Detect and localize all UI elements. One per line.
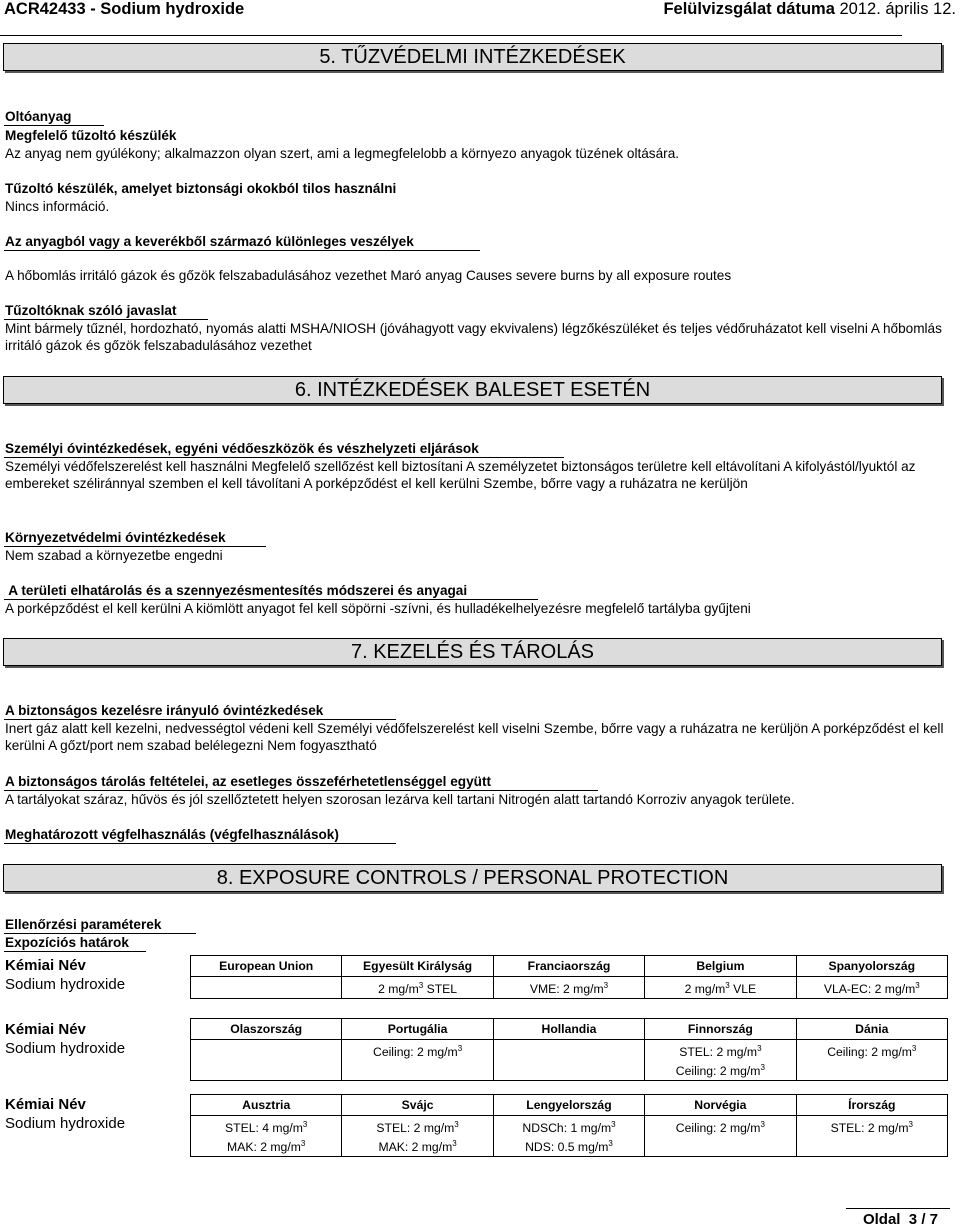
- section-6-banner: 6. INTÉZKEDÉSEK BALESET ESETÉN: [3, 376, 942, 404]
- environmental-precautions-heading: Környezetvédelmi óvintézkedések: [5, 530, 226, 545]
- limit-cell: 2 $mg/m^3$ VLE: [645, 977, 796, 999]
- limit-cell: 2 $mg/m^3$ STEL: [342, 977, 493, 999]
- environmental-precautions-text: Nem szabad a környezetbe engedni: [5, 548, 223, 563]
- country-header: Olaszország: [191, 1019, 342, 1040]
- country-header: Norvégia: [645, 1095, 796, 1116]
- extinguishing-media-heading: Oltóanyag: [5, 109, 72, 124]
- limit-cell: STEL: 2 $mg/m^3$ Ceiling: 2 $mg/m^3$: [645, 1040, 796, 1081]
- limit-cell: STEL: 4 $mg/m^3$ MAK: 2 $mg/m^3$: [191, 1116, 342, 1157]
- suitable-media-text: Az anyag nem gyúlékony; alkalmazzon olyan szert, ami a legmegfelelobb a környezo anyagok tüzének oltására.: [5, 146, 680, 161]
- page-number: Oldal 3 / 7: [862, 1211, 938, 1228]
- exposure-table-2: [190, 1018, 948, 1081]
- country-header: Spanyolország: [796, 956, 947, 977]
- country-header: Franciaország: [493, 956, 644, 977]
- heading-underline: [4, 250, 480, 251]
- limit-cell: NDSCh: 1 $mg/m^3$ NDS: 0.5 $mg/m^3$: [493, 1116, 644, 1157]
- section-7-banner: 7. KEZELÉS ÉS TÁROLÁS: [3, 638, 942, 666]
- containment-text: A porképződést el kell kerülni A kiömlött anyagot fel kell söpörni -szívni, és hulladékelhelyezésre megfelelő tartályba gyűjteni: [5, 601, 751, 616]
- country-header: Lengyelország: [493, 1095, 644, 1116]
- limit-cell: Ceiling: 2 $mg/m^3$: [342, 1040, 493, 1081]
- chemical-name-label: Kémiai Név: [5, 1096, 86, 1113]
- safe-storage-heading: A biztonságos tárolás feltételei, az esetleges összeférhetetlenséggel együtt: [5, 774, 492, 789]
- containment-heading: A területi elhatárolás és a szennyezésmentesítés módszerei és anyagai: [5, 583, 468, 598]
- limit-cell: [191, 1040, 342, 1081]
- exposure-table-3: [190, 1094, 948, 1157]
- suitable-media-heading: Megfelelő tűzoltó készülék: [5, 128, 177, 143]
- unsuitable-media-text: Nincs információ.: [5, 199, 110, 214]
- section-8-banner: 8. EXPOSURE CONTROLS / PERSONAL PROTECTION: [3, 864, 942, 892]
- country-header: Hollandia: [493, 1019, 644, 1040]
- chemical-name-value: Sodium hydroxide: [5, 1115, 126, 1132]
- limit-cell: [493, 1040, 644, 1081]
- safe-storage-text: A tartályokat száraz, hűvös és jól szellőztetett helyen szorosan lezárva kell tartani Nitrogén alatt tartandó Korroziv anyagok területe.: [5, 792, 795, 807]
- heading-underline: [4, 843, 396, 844]
- limit-cell: STEL: 2 $mg/m^3$ MAK: 2 $mg/m^3$: [342, 1116, 493, 1157]
- section-5-banner: 5. TŰZVÉDELMI INTÉZKEDÉSEK: [3, 43, 942, 71]
- exposure-limits-heading: Expozíciós határok: [5, 935, 129, 950]
- chemical-name-value: Sodium hydroxide: [5, 976, 126, 993]
- personal-precautions-text: Személyi védőfelszerelést kell használni Megfelelő szellőzést kell biztosítani A személyzetet biztonságos területre kell eltávolítani A kifolyástól/lyuktól az embereket széliránnyal szemben el kell távolítani A porképződést el kell kerülni Szembe, bőrre vagy a ruházatra ne kerüljön: [5, 459, 916, 491]
- limit-cell: Ceiling: 2 $mg/m^3$: [645, 1116, 796, 1157]
- heading-underline: [4, 951, 146, 952]
- limit-cell: VME: 2 $mg/m^3$: [493, 977, 644, 999]
- end-use-heading: Meghatározott végfelhasználás (végfelhasználások): [5, 827, 339, 842]
- chemical-name-value: Sodium hydroxide: [5, 1040, 126, 1057]
- exposure-table-1: [190, 955, 948, 999]
- country-header: Egyesült Királyság: [342, 956, 493, 977]
- revision-label: Felülvizsgálat dátuma: [663, 0, 835, 18]
- limit-cell: STEL: 2 $mg/m^3$: [796, 1116, 947, 1157]
- country-header: Ausztria: [191, 1095, 342, 1116]
- firefighter-advice-heading: Tűzoltóknak szóló javaslat: [5, 303, 177, 318]
- heading-underline: [4, 125, 104, 126]
- chemical-name-label: Kémiai Név: [5, 957, 86, 974]
- country-header: Svájc: [342, 1095, 493, 1116]
- footer-rule: [846, 1208, 950, 1209]
- country-header: Dánia: [796, 1019, 947, 1040]
- country-header: Írország: [796, 1095, 947, 1116]
- special-hazards-heading: Az anyagból vagy a keverékből származó különleges veszélyek: [5, 234, 414, 249]
- safe-handling-heading: A biztonságos kezelésre irányuló óvintézkedések: [5, 703, 324, 718]
- firefighter-advice-text: Mint bármely tűznél, hordozható, nyomás alatti MSHA/NIOSH (jóváhagyott vagy ekvivalens) légzőkészüléket és teljes védőruházatot kell viselni A hőbomlás irritáló gázok és gőzök felszabadulásához vezethet: [5, 321, 942, 353]
- heading-underline: [4, 933, 196, 934]
- chemical-name-label: Kémiai Név: [5, 1021, 86, 1038]
- safe-handling-text: Inert gáz alatt kell kezelni, nedvességtol védeni kell Személyi védőfelszerelést kell viselni Szembe, bőrre vagy a ruházatra ne kerüljön A porképződést el kell kerülni A gőzt/port nem szabad belélegezni Nem fogyasztható: [5, 721, 944, 753]
- control-parameters-heading: Ellenőrzési paraméterek: [5, 917, 162, 932]
- limit-cell: VLA-EC: 2 $mg/m^3$: [796, 977, 947, 999]
- revision-info: [663, 0, 956, 19]
- special-hazards-text: A hőbomlás irritáló gázok és gőzök felszabadulásához vezethet Maró anyag Causes severe burns by all exposure routes: [5, 268, 732, 283]
- revision-date: 2012. április 12.: [839, 0, 956, 18]
- limit-cell: Ceiling: 2 $mg/m^3$: [796, 1040, 947, 1081]
- header-rule: [0, 35, 902, 36]
- unsuitable-media-heading: Tűzoltó készülék, amelyet biztonsági okokból tilos használni: [5, 181, 397, 196]
- product-title: ACR42433 - Sodium hydroxide: [4, 0, 245, 18]
- country-header: Finnország: [645, 1019, 796, 1040]
- country-header: Portugália: [342, 1019, 493, 1040]
- personal-precautions-heading: Személyi óvintézkedések, egyéni védőeszközök és vészhelyzeti eljárások: [5, 441, 479, 456]
- country-header: Belgium: [645, 956, 796, 977]
- limit-cell: [191, 977, 342, 999]
- country-header: European Union: [191, 956, 342, 977]
